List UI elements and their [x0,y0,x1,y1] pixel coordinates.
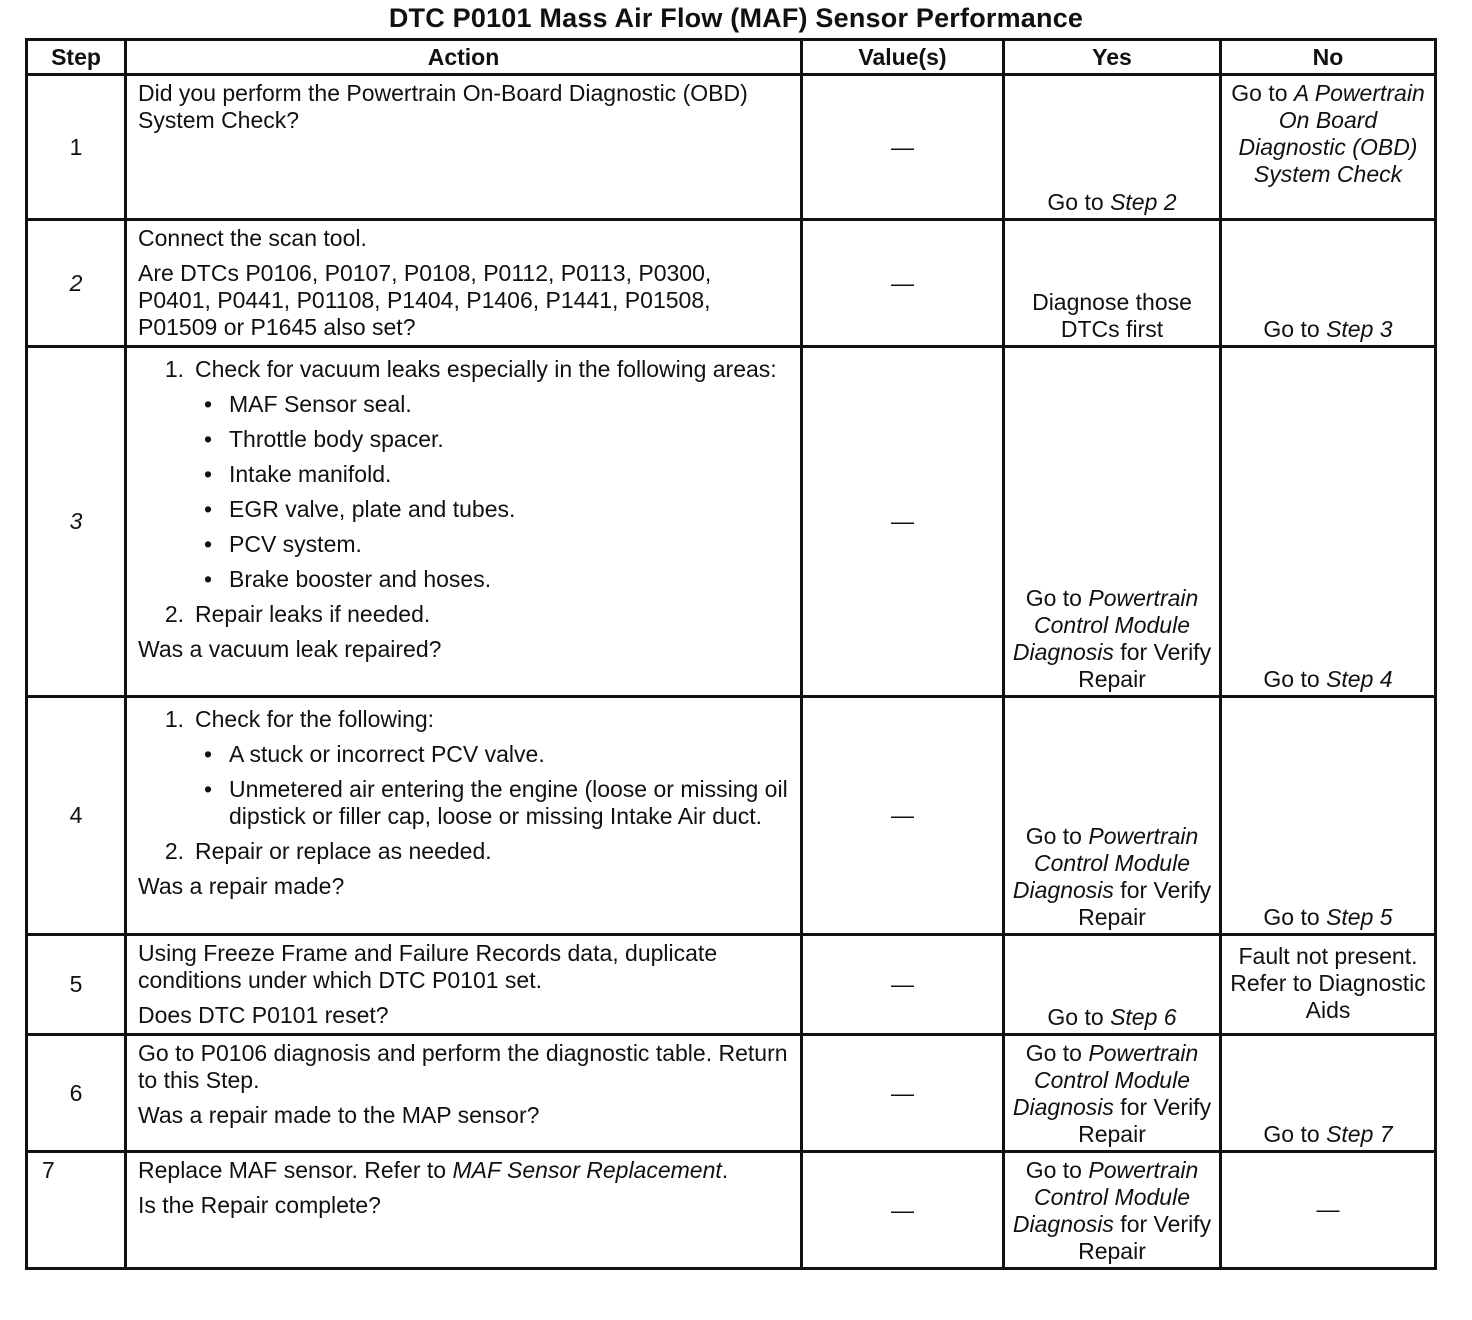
bullet-text: EGR valve, plate and tubes. [229,496,516,522]
table-row-step-5 [27,935,1436,1035]
action-text [138,1157,790,1184]
bullet-item [195,531,790,558]
table-row-step-1 [27,75,1436,220]
yes-cell [1004,347,1221,697]
yes-prefix: Go to [1025,823,1089,849]
bullet-item [195,391,790,418]
yes-step-link[interactable]: Step 2 [1110,189,1177,215]
no-cell: Fault not present. Refer to Diagnostic Aids [1221,935,1436,1035]
value-cell: — [802,75,1004,220]
column-header-step: Step [27,40,126,75]
yes-suffix: for Verify Repair [1078,1211,1212,1264]
yes-suffix: for Verify Repair [1078,877,1212,930]
no-cell [1221,75,1436,220]
table-header-row [27,40,1436,75]
bullet-item [195,496,790,523]
action-question: Does DTC P0101 reset? [138,1002,389,1028]
yes-cell [1004,697,1221,935]
bullet-icon: • [204,566,213,592]
value-cell: — [802,697,1004,935]
action-cell [126,347,802,697]
action-cell [126,75,802,220]
table-row-step-7 [27,1152,1436,1269]
bullet-text: Brake booster and hoses. [229,566,492,592]
action-cell [126,697,802,935]
yes-prefix: Go to [1025,585,1089,611]
action-text: Connect the scan tool. [138,225,367,251]
bullet-item [195,741,790,768]
yes-cell [1004,1152,1221,1269]
yes-prefix: Go to [1025,1040,1089,1066]
step-number-text: 2 [69,269,83,296]
yes-prefix: Go to [1047,189,1111,215]
action-cell [126,935,802,1035]
no-prefix: Go to [1263,1121,1327,1147]
yes-pcm-diagnosis-link[interactable]: Powertrain Control Module Diagnosis [1012,585,1199,665]
step-number: 7 [27,1152,126,1269]
yes-cell [1004,1035,1221,1152]
no-cell [1221,1035,1436,1152]
no-step-link[interactable]: Step 5 [1326,904,1393,930]
no-obd-check-link[interactable]: A Powertrain On Board Diagnostic (OBD) System Check [1238,80,1425,187]
no-step-link[interactable]: Step 3 [1326,316,1393,342]
yes-suffix: for Verify Repair [1078,1094,1212,1147]
no-step-link[interactable]: Step 7 [1326,1121,1393,1147]
step-number-text: 3 [69,508,83,534]
table-row-step-6 [27,1035,1436,1152]
value-cell: — [802,220,1004,347]
step-number: 5 [27,935,126,1035]
page-title: DTC P0101 Mass Air Flow (MAF) Sensor Performance [388,3,1084,33]
bullet-text: MAF Sensor seal. [229,391,412,417]
item-text: Check for the following: [195,706,435,732]
no-prefix: Go to [1263,316,1327,342]
column-header-action: Action [126,40,802,75]
yes-step-link[interactable]: Step 6 [1110,1004,1177,1030]
action-question: Was a vacuum leak repaired? [138,636,442,662]
yes-prefix: Go to [1025,1157,1089,1183]
step-number [27,347,126,697]
bullet-item [195,776,790,830]
value-cell: — [802,347,1004,697]
value-cell: — [802,935,1004,1035]
yes-pcm-diagnosis-link[interactable]: Powertrain Control Module Diagnosis [1012,823,1199,903]
bullet-text: Unmetered air entering the engine (loose or missing oil dipstick or filler cap, loose or missing Intake Air duct. [229,776,788,829]
bullet-item [195,566,790,593]
step-number: 6 [27,1035,126,1152]
yes-cell: Diagnose those DTCs first [1004,220,1221,347]
item-text: Check for vacuum leaks especially in the following areas: [195,356,777,382]
value-cell: — [802,1152,1004,1269]
bullet-icon: • [204,426,213,452]
no-cell [1221,347,1436,697]
yes-pcm-diagnosis-link[interactable]: Powertrain Control Module Diagnosis [1012,1040,1199,1120]
bullet-text: PCV system. [229,531,362,557]
action-cell [126,1152,802,1269]
bullet-icon: • [204,776,213,802]
action-question: Are DTCs P0106, P0107, P0108, P0112, P0113, P0300, P0401, P0441, P01108, P1404, P1406, P1441, P01508, P01509 or P1645 also set? [138,260,712,340]
diagnostic-table [25,38,1437,1270]
yes-cell [1004,935,1221,1035]
action-cell [126,220,802,347]
yes-prefix: Go to [1047,1004,1111,1030]
column-header-yes: Yes [1004,40,1221,75]
action-text-suffix: . [721,1157,729,1183]
table-row-step-3 [27,347,1436,697]
item-text: Repair or replace as needed. [195,838,492,864]
yes-pcm-diagnosis-link[interactable]: Powertrain Control Module Diagnosis [1012,1157,1199,1237]
step-number: 1 [27,75,126,220]
bullet-icon: • [204,391,213,417]
yes-cell [1004,75,1221,220]
action-question: Was a repair made to the MAP sensor? [138,1102,540,1128]
action-question: Was a repair made? [138,873,345,899]
bullet-icon: • [204,496,213,522]
item-number: 1. [164,706,184,732]
action-text: Using Freeze Frame and Failure Records data, duplicate conditions under which DTC P0101 set. [138,940,718,993]
bullet-text: A stuck or incorrect PCV valve. [229,741,545,767]
item-number: 2. [164,601,184,627]
no-cell: — [1221,1152,1436,1269]
table-row-step-2 [27,220,1436,347]
bullet-icon: • [204,461,213,487]
no-cell [1221,220,1436,347]
maf-sensor-replacement-link[interactable]: MAF Sensor Replacement [452,1157,722,1183]
bullet-icon: • [204,531,213,557]
bullet-icon: • [204,741,213,767]
yes-suffix: for Verify Repair [1078,639,1212,692]
step-number: 4 [27,697,126,935]
bullet-item [195,426,790,453]
item-number: 1. [164,356,184,382]
no-cell [1221,697,1436,935]
action-question: Is the Repair complete? [138,1192,381,1218]
bullet-text: Throttle body spacer. [229,426,444,452]
bullet-text: Intake manifold. [229,461,392,487]
no-step-link[interactable]: Step 4 [1326,666,1393,692]
value-cell: — [802,1035,1004,1152]
bullet-item [195,461,790,488]
step-number [27,220,126,347]
action-cell [126,1035,802,1152]
numbered-item [138,601,790,628]
numbered-item [138,838,790,865]
item-number: 2. [164,838,184,864]
action-text-prefix: Replace MAF sensor. Refer to [138,1157,453,1183]
numbered-item [138,706,790,830]
column-header-no: No [1221,40,1436,75]
numbered-item [138,356,790,593]
column-header-values: Value(s) [802,40,1004,75]
no-prefix: Go to [1263,904,1327,930]
action-text: Did you perform the Powertrain On-Board Diagnostic (OBD) System Check? [138,80,748,133]
item-text: Repair leaks if needed. [195,601,431,627]
no-prefix: Go to [1231,80,1294,106]
no-prefix: Go to [1263,666,1327,692]
table-row-step-4 [27,697,1436,935]
action-text: Go to P0106 diagnosis and perform the diagnostic table. Return to this Step. [138,1040,788,1093]
